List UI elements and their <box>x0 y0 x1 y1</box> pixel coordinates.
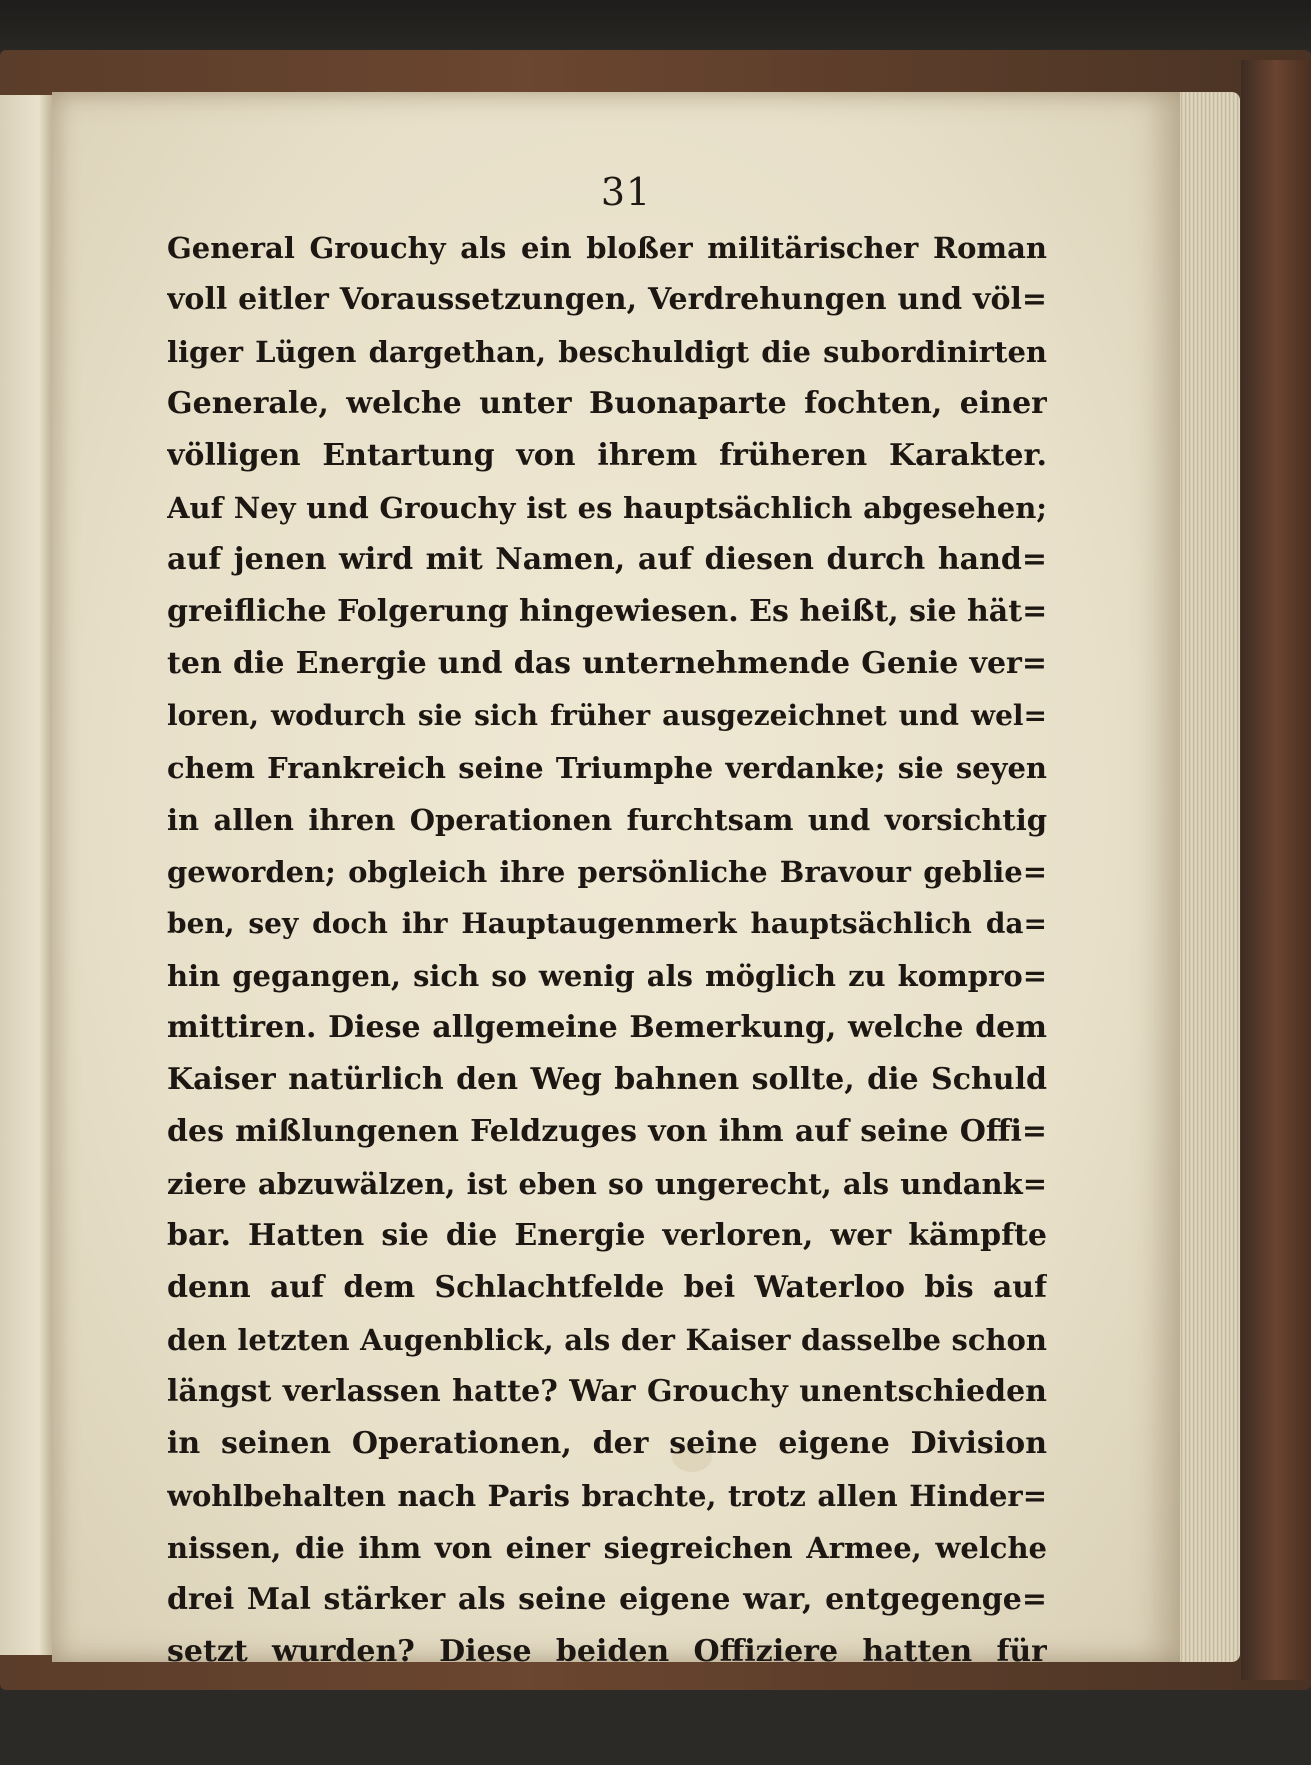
facing-page-edge <box>0 95 55 1655</box>
page-stack-edge <box>1170 92 1240 1662</box>
text-line: loren, wodurch sie sich früher ausgezeichnet und wel= <box>167 699 1047 732</box>
text-line: mittiren. Diese allgemeine Bemerkung, welche dem <box>167 1010 1047 1045</box>
text-line: voll eitler Voraussetzungen, Verdrehungen und völ= <box>167 282 1047 317</box>
text-line: völligen Entartung von ihrem früheren Karakter. <box>167 438 1047 473</box>
text-line: ben, sey doch ihr Hauptaugenmerk hauptsächlich da= <box>167 907 1047 940</box>
text-line: drei Mal stärker als seine eigene war, entgegenge= <box>167 1582 1047 1617</box>
text-line: General Grouchy als ein bloßer militärischer Roman <box>167 231 1047 265</box>
text-line: hin gegangen, sich so wenig als möglich zu kompro= <box>167 959 1047 993</box>
text-line: des mißlungenen Feldzuges von ihm auf seine Offi= <box>167 1114 1047 1149</box>
text-line: Auf Ney und Grouchy ist es hauptsächlich abgesehen; <box>167 491 1047 525</box>
text-line: denn auf dem Schlachtfelde bei Waterloo bis auf <box>167 1270 1047 1305</box>
text-line: bar. Hatten sie die Energie verloren, wer kämpfte <box>167 1218 1047 1253</box>
text-line: nissen, die ihm von einer siegreichen Armee, welche <box>167 1531 1047 1565</box>
text-line: liger Lügen dargethan, beschuldigt die subordinirten <box>167 335 1047 369</box>
page-number: 31 <box>600 170 652 214</box>
book-page <box>52 92 1180 1669</box>
text-line: in allen ihren Operationen furchtsam und vorsichtig <box>167 803 1047 837</box>
text-line: ziere abzuwälzen, ist eben so ungerecht, als undank= <box>167 1167 1047 1201</box>
text-line: geworden; obgleich ihre persönliche Bravour geblie= <box>167 855 1047 889</box>
text-line: in seinen Operationen, der seine eigene Division <box>167 1426 1047 1461</box>
text-line: chem Frankreich seine Triumphe verdanke; sie seyen <box>167 751 1047 785</box>
text-line: greifliche Folgerung hingewiesen. Es heißt, sie hät= <box>167 594 1047 629</box>
text-line: Kaiser natürlich den Weg bahnen sollte, die Schuld <box>167 1062 1047 1097</box>
text-line: Generale, welche unter Buonaparte fochten, einer <box>167 386 1047 421</box>
book-cover-edge <box>1241 60 1311 1680</box>
text-line: längst verlassen hatte? War Grouchy unentschieden <box>167 1374 1047 1409</box>
text-line: setzt wurden? Diese beiden Offiziere hatten für <box>167 1634 1047 1669</box>
body-text <box>167 222 1047 1678</box>
text-line: auf jenen wird mit Namen, auf diesen durch hand= <box>167 542 1047 577</box>
text-line: den letzten Augenblick, als der Kaiser dasselbe schon <box>167 1323 1047 1357</box>
text-line: ten die Energie und das unternehmende Genie ver= <box>167 646 1047 681</box>
text-line: wohlbehalten nach Paris brachte, trotz allen Hinder= <box>167 1479 1047 1513</box>
